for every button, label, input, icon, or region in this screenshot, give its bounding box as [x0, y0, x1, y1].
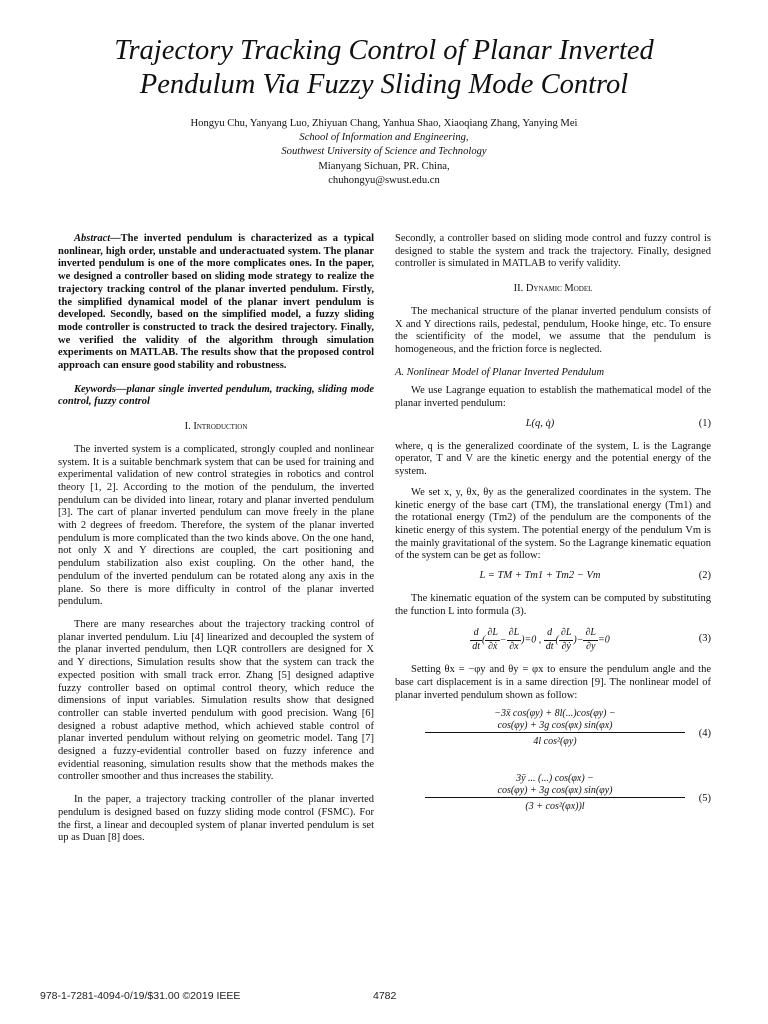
page-number: 4782	[373, 990, 397, 1002]
affiliation-line-2: Southwest University of Science and Technology	[281, 146, 487, 158]
subsection-heading-a: A. Nonlinear Model of Planar Inverted Pendulum	[395, 366, 605, 378]
model-paragraph-3: where, q is the generalized coordinate of the system, L is the Lagrange operator, T and V are the kinetic energy and the potential energy of the system.	[395, 440, 711, 478]
author-block	[0, 117, 768, 188]
model-paragraph-2: We use Lagrange equation to establish the mathematical model of the planar inverted pendulum:	[395, 385, 711, 410]
model-paragraph-6: Setting θx = −φy and θy = φx to ensure the pendulum angle and the base cart displacement is in a same direction [9]. The nonlinear model of planar inverted pendulum shown as follow:	[395, 664, 711, 701]
section-heading-introduction: I. Introduction	[184, 421, 248, 433]
intro-paragraph-1: The inverted system is a complicated, strongly coupled and nonlinear system. It is a suitable benchmark system that can be used for training and experimental validation of new control strategies in robotics and control theory [1, 2]. According to the motion of the pendulum, the inverted pendulum can be divided into linear, rotary and planar inverted pendulum [3]. The cart of planar inverted pendulum can move freely in the plane with 2 degrees of freedom. Therefore, the system of the planar inverted pendulum is more complicated than the two kinds above. On the one hand, not only X and Y directions are coupled, the cart positioning and pendulum stabilization also exist coupling. On the other hand, the pendulum of the inverted pendulum can be rotated along any axis in the plane. So there is more difficulty in control of the planar inverted pendulum.	[58, 443, 374, 608]
equation-5-denominator: (3 + cos²(φx))l	[525, 800, 585, 812]
model-paragraph-4: We set x, y, θx, θy as the generalized coordinates in the system. The kinetic energy of the base cart (TM), the translational energy (Tm1) and the rotational energy (Tm2) of the pendulum are the components of the kinetic energy of this system. The potential energy of the pendulum Vm is the mainly gravitational of the system. So the Lagrange kinematic equation of the system can be get as follow:	[395, 486, 711, 562]
equation-1-number: (1)	[698, 417, 711, 429]
abstract-text: —The inverted pendulum is characterized as a typical nonlinear, high order, unstable and underactuated system. The planar inverted pendulum is one of the more complicates ones. In the paper, we designed a controller based on sliding mode strategy to realize the trajectory tracking control of the planar inverted pendulum. Firstly, the simplified dynamical model of the planar invert pendulum is developed. Secondly, based on the simplified model, a fuzzy sliding mode controller is constructed to track the desired trajectory. Finally, we verified the validity of the algorithm through simulation experiments on MATLAB. The results show that the proposed control approach can ensure good stability and robustness.	[58, 233, 374, 372]
equation-4-number: (4)	[698, 727, 711, 739]
paper-title	[0, 34, 768, 102]
equation-2-body: L = TM + Tm1 + Tm2 − Vm	[479, 570, 601, 582]
title-line-1: Trajectory Tracking Control of Planar Inverted	[114, 35, 654, 66]
keywords: Keywords—planar single inverted pendulum, tracking, sliding mode control, fuzzy control	[58, 383, 374, 408]
author-location: Mianyang Sichuan, PR. China,	[318, 160, 450, 172]
equation-5-line-1: 3ÿ ... (...) cos(φx) −	[516, 772, 594, 784]
equation-1	[395, 414, 711, 438]
abstract-label: Abstract	[74, 233, 111, 244]
section-heading-dynamic-model: II. Dynamic Model	[513, 283, 593, 295]
equation-3-number: (3)	[698, 633, 711, 645]
right-column	[395, 233, 711, 836]
equation-1-body: L(q, q̇)	[525, 417, 555, 429]
model-paragraph-5: The kinematic equation of the system can be computed by substituting the function L into formula (3).	[395, 593, 711, 617]
continuation-paragraph: Secondly, a controller based on sliding mode control and fuzzy control is designed to stable the system and track the trajectory. Finally, designed controller is simulated in MATLAB to verify validity.	[395, 233, 711, 270]
equation-2	[395, 566, 711, 590]
equation-5	[395, 771, 711, 833]
equation-4-denominator: 4l cos²(φy)	[533, 735, 577, 747]
equation-3	[395, 621, 711, 661]
equation-4	[395, 706, 711, 768]
copyright-footer: 978-1-7281-4094-0/19/$31.00 ©2019 IEEE	[40, 990, 241, 1002]
equation-5-line-2: cos(φy) + 3g cos(φx) sin(φy)	[425, 785, 685, 798]
intro-paragraph-2: There are many researches about the trajectory tracking control of planar inverted pendulum. Liu [4] linearized and decoupled the system of the planar inverted pendulum, then LQR controllers are designed for X and Y directions, Simulation results show that the system can track the expected position with small track error. Zhang [5] designed adaptive fuzzy controller based on optimal control theory, which reduce the dimensions of input variables. Simulation results show that designed controller can stable inverted pendulum with good precision. Wang [6] designed a robust adaptive method, which achieved stable control of planar inverted pendulum without relying on geometric model. Tang [7] designed a fuzzy-evidential controller based on fuzzy inference and evidential reasoning, simulation results show that the methods makes the controller smoother and thus increases the stability.	[58, 618, 374, 783]
equation-3-body: $\frac{d}{dt}$ ( $\frac{\partial L}{\text{∂ẋ}}$ − $\frac{\partial L}{\partial x}$ )=0 , $\frac{d}{dt}$ ( $\frac{\partial L}{\text{∂ẏ}}$ )− $\frac{\partial L}{\partial y}$ =0	[472, 627, 610, 653]
author-email: chuhongyu@swust.edu.cn	[328, 174, 440, 186]
equation-4-line-2: cos(φy) + 3g cos(φx) sin(φx)	[425, 720, 685, 733]
author-names: Hongyu Chu, Yanyang Luo, Zhiyuan Chang, Yanhua Shao, Xiaoqiang Zhang, Yanying Mei	[190, 118, 578, 129]
equation-2-number: (2)	[698, 570, 711, 582]
equation-5-number: (5)	[698, 792, 711, 804]
left-column	[58, 233, 374, 845]
abstract-paragraph	[58, 233, 374, 373]
intro-paragraph-3: In the paper, a trajectory tracking controller of the planar inverted pendulum is designed based on fuzzy sliding mode control (FSMC). For the first, a linear and decoupled system of planar inverted pendulum is set up as Duan [8] does.	[58, 794, 374, 844]
equation-4-line-1: −3ẍ cos(φy) + 8l(...)cos(φy) −	[494, 707, 616, 719]
title-line-2: Pendulum Via Fuzzy Sliding Mode Control	[139, 69, 629, 100]
affiliation-line-1: School of Information and Engineering,	[299, 132, 469, 144]
model-paragraph-1: The mechanical structure of the planar inverted pendulum consists of X and Y directions rails, pedestal, pendulum, Hooke hinge, etc. To ensure the scientificity of the model, we assume that the pendulum is homogeneous, and the friction force is neglected.	[395, 305, 711, 355]
